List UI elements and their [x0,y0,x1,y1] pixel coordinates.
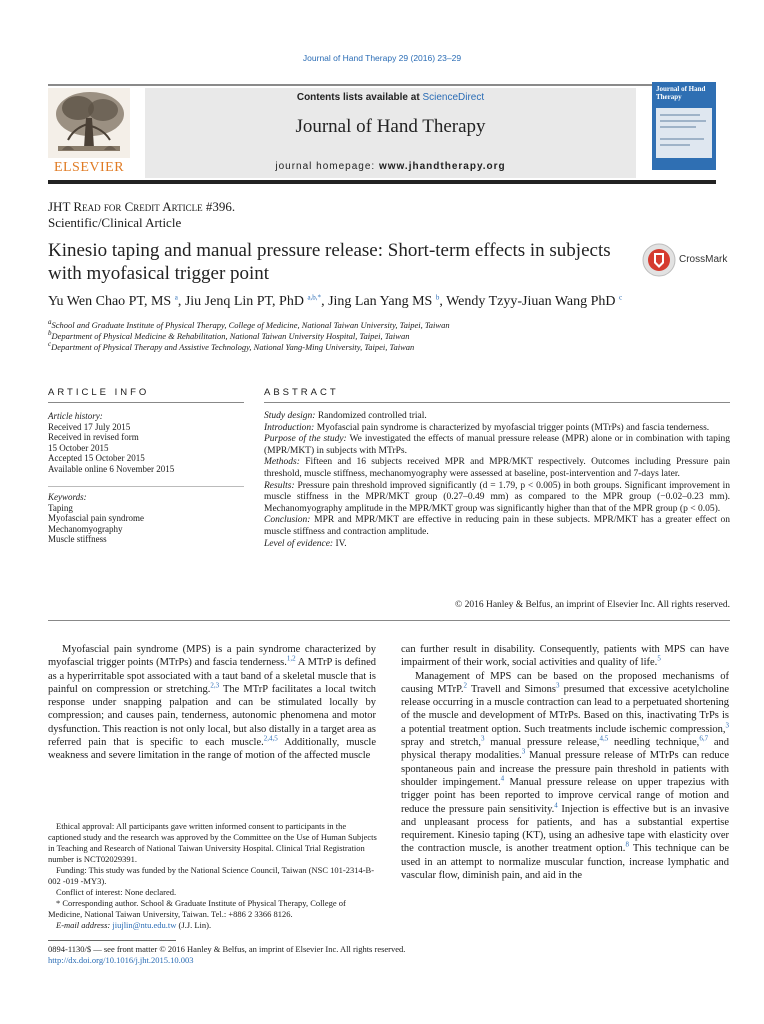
history-item: Received in revised form [48,432,139,442]
footnote-funding: Funding: This study was funded by the National Science Council, Taiwan (NSC 101-2314-B-002 -019 -MY3). [48,865,375,886]
history-item: 15 October 2015 [48,442,109,453]
info-divider [48,486,244,487]
citation-link[interactable]: 5 [657,654,661,663]
cover-title: Journal of Hand Therapy [656,85,706,101]
article-info-heading: ARTICLE INFO [48,387,150,398]
author-affiliation-mark[interactable]: c [619,293,623,302]
journal-homepage [145,161,636,172]
citation-link[interactable]: 3 [555,681,560,690]
keywords [48,492,248,545]
front-matter [48,944,405,966]
contents-prefix: Contents lists available at [296,92,423,103]
crossmark-icon [642,243,676,277]
author-name[interactable]: Jing Lan Yang MS [328,294,433,309]
masthead-bottom-rule [48,180,716,184]
sciencedirect-link[interactable]: ScienceDirect [422,92,485,103]
keyword-item[interactable]: Taping [48,502,73,513]
citation-link[interactable]: 3 [521,747,526,756]
history-item: Received 17 July 2015 [48,421,131,432]
citation-link[interactable]: 2,4,5 [263,734,278,743]
author-list: Yu Wen Chao PT, MS $^a$, Jiu Jenq Lin PT, PhD $^{a,b,*}$, Jing Lan Yang MS $^b$, Wendy Tzyy-Jiuan Wang PhD $^c$ [48,293,623,309]
keyword-item[interactable]: Muscle stiffness [48,534,107,544]
keyword-item[interactable]: Mechanomyography [48,523,123,534]
journal-cover-thumbnail[interactable] [652,82,716,170]
author-name[interactable]: Yu Wen Chao PT, MS [48,294,172,309]
history-item: Available online 6 November 2015 [48,463,175,474]
body-paragraph: Management of MPS can be based on the proposed mechanisms of causing MTrP.$^2$ Travell and Simons$^3$ presumed that excessive acetylcholine release occurring in a muscle contraction can lead to a perpetuated shortening of the muscle and development of MTrPs. Based on this, inactivating TrPs is a potential treatment option. Such treatments include ischemic compression,$^3$ spray and stretch,$^3$ manual pressure release,$^{4,5}$ needling technique,$^{6,7}$ and physical therapy modalities.$^3$ Manual pressure release of MTrPs can reduce spontaneous pain and increase the pressure pain threshold in patients with shoulder impingement.$^4$ Manual pressure release on upper trapezius with trigger point has been reported to improve cervical range of motion and reduce the pressure pain sensitivity.$^4$ Injection is effective but is an invasive and unpleasant process for patients, and has a substantial expertise requirement. Kinesio taping (KT), using an adhesive tape with elasticity over the contraction muscle, is another treatment option.$^8$ This technique can be used in an attempt to normalize muscular function, increase lymphatic and vascular flow, diminish pain, and aid in the [401,670,729,882]
crossmark-badge[interactable] [642,243,732,277]
article-title: Kinesio taping and manual pressure release: Short-term effects in subjects with myofasical trigger point [48,240,611,284]
article-history [48,411,248,474]
keywords-label: Keywords: [48,492,87,502]
abstract-rule [264,402,730,403]
footnote-corresponding: * Corresponding author. School & Graduate Institute of Physical Therapy, College of Medicine, National Taiwan University, Taiwan. Tel.: +886 2 3366 8126. [48,898,346,919]
elsevier-logo [48,88,130,176]
citation-link[interactable]: 8 [625,840,629,849]
author-name[interactable]: Wendy Tzyy-Jiuan Wang PhD [446,294,616,309]
citation-link[interactable]: 4 [500,774,505,783]
homepage-prefix: journal homepage: [275,161,379,172]
citation-link[interactable]: 3 [725,721,729,730]
homepage-link[interactable]: www.jhandtherapy.org [378,161,506,172]
abstract-section: Level of evidence: IV. [264,538,347,549]
citation-link[interactable]: 6,7 [699,734,709,743]
abstract-body [264,411,730,550]
abstract-section: Purpose of the study: We investigated the effects of manual pressure release (MPR) alone or in combination with taping (MPR/MKT) in subjects with MTrPs. [264,434,730,456]
contents-line [145,92,636,103]
author-name[interactable]: Jiu Jenq Lin PT, PhD [184,294,304,309]
citation-link[interactable]: 1,2 [286,654,296,663]
crossmark-label: CrossMark [679,254,728,265]
abstract-heading: ABSTRACT [264,387,339,398]
citation-link[interactable]: 4,5 [599,734,609,743]
history-label: Article history: [48,411,103,421]
abstract-section: Results: Pressure pain threshold improved significantly (d = 1.79, p < 0.005) in both groups. Significant improvement in muscle stiffness in the MPR/MKT group (0.27–0.49 mm) as compared to the MPR group (−0.02–0.23 mm). Mechanomyography amplitude in the MPR/MKT group was significantly higher than that of the MPR group (p < 0.05). [264,480,730,514]
issn-line: 0894-1130/$ — see front matter © 2016 Hanley & Belfus, an imprint of Elsevier Inc. All rights reserved. [48,944,406,954]
history-item: Accepted 15 October 2015 [48,453,145,463]
bottom-rule [48,940,176,941]
doi-link[interactable]: http://dx.doi.org/10.1016/j.jht.2015.10.003 [48,955,194,965]
abstract-section: Methods: Fifteen and 16 subjects received MPR and MPR/MKT respectively. Outcomes including Pressure pain threshold, muscle stiffness, mechanomyography were assessed at baseline, post-intervention and 7-days later. [264,457,730,479]
abstract-end-rule [48,620,730,621]
footnotes [48,821,378,931]
credit-label: JHT Read for Credit Article #396. [48,199,236,214]
affiliation: $^c$Department of Physical Therapy and Assistive Technology, National Yang-Ming University, Taipei, Taiwan [48,340,415,352]
author-affiliation-mark[interactable]: a,b,* [307,293,322,302]
body-paragraph: Myofascial pain syndrome (MPS) is a pain syndrome characterized by myofascial trigger points (MTrPs) and fascia tenderness.$^{1,2}$ A MTrP is defined as a hyperirritable spot associated with a taut band of a skeletal muscle that is painful on compression or stretching.$^{2,3}$ The MTrP facilitates a local twitch response under snapping palpation and can be stimulated locally by compression; and causes pain, tenderness, autonomic phenomena and motor dysfunction. This reaction is not only local, but also distally in a target area as referred pain that is specific to each muscle.$^{2,4,5}$ Additionally, muscle weakness and severe limitation in the range of motion of the affected muscle [48,644,376,762]
body-column-left [48,643,376,763]
citation-link[interactable]: 2,3 [210,681,220,690]
citation-link[interactable]: 3 [481,734,485,743]
body-paragraph: can further result in disability. Consequently, patients with MPS can have impairment of their work, social activities and quality of life.$^5$ [401,644,729,669]
abstract-copyright: © 2016 Hanley & Belfus, an imprint of Elsevier Inc. All rights reserved. [454,600,730,610]
email-link[interactable]: jiujlin@ntu.edu.tw [112,920,177,930]
author-affiliation-mark[interactable]: a [174,293,178,302]
elsevier-wordmark: ELSEVIER [53,160,125,175]
masthead-top-rule [48,84,716,86]
journal-citation[interactable]: Journal of Hand Therapy 29 (2016) 23–29 [302,53,462,63]
journal-title: Journal of Hand Therapy [295,116,486,137]
author-affiliation-mark[interactable]: b [435,293,440,302]
citation-link[interactable]: 4 [554,801,558,810]
info-rule [48,402,244,403]
abstract-section: Conclusion: MPR and MPR/MKT are effective in reducing pain in these subjects. MPR/MKT has a greater effect on muscle stiffness and contraction amplitude. [264,515,730,537]
abstract-section: Study design: Randomized controlled trial. [264,411,427,421]
article-section: Scientific/Clinical Article [48,215,182,230]
affiliation: $^b$Department of Physical Medicine & Rehabilitation, National Taiwan University Hospital, Taipei, Taiwan [48,329,410,341]
footnote-conflict: Conflict of interest: None declared. [56,887,177,897]
keyword-item[interactable]: Myofascial pain syndrome [48,513,144,523]
body-column-right [401,643,729,882]
footnote-email: E-mail address: jiujlin@ntu.edu.tw (J.J. Lin). [56,920,212,930]
abstract-section: Introduction: Myofascial pain syndrome is characterized by myofascial trigger points (MTrPs) and fascia tenderness. [264,422,710,433]
affiliation: $^a$School and Graduate Institute of Physical Therapy, College of Medicine, National Taiwan University, Taipei, Taiwan [48,318,450,330]
citation-link[interactable]: 2 [463,681,467,690]
footnote-ethics: Ethical approval: All participants gave written informed consent to participants in the captioned study and the research was approved by the Committee on the Use of Human Subjects in Teaching and Research of National Taiwan University Hospital. Clinical Trial Registration number is NCT02029391. [48,821,377,864]
